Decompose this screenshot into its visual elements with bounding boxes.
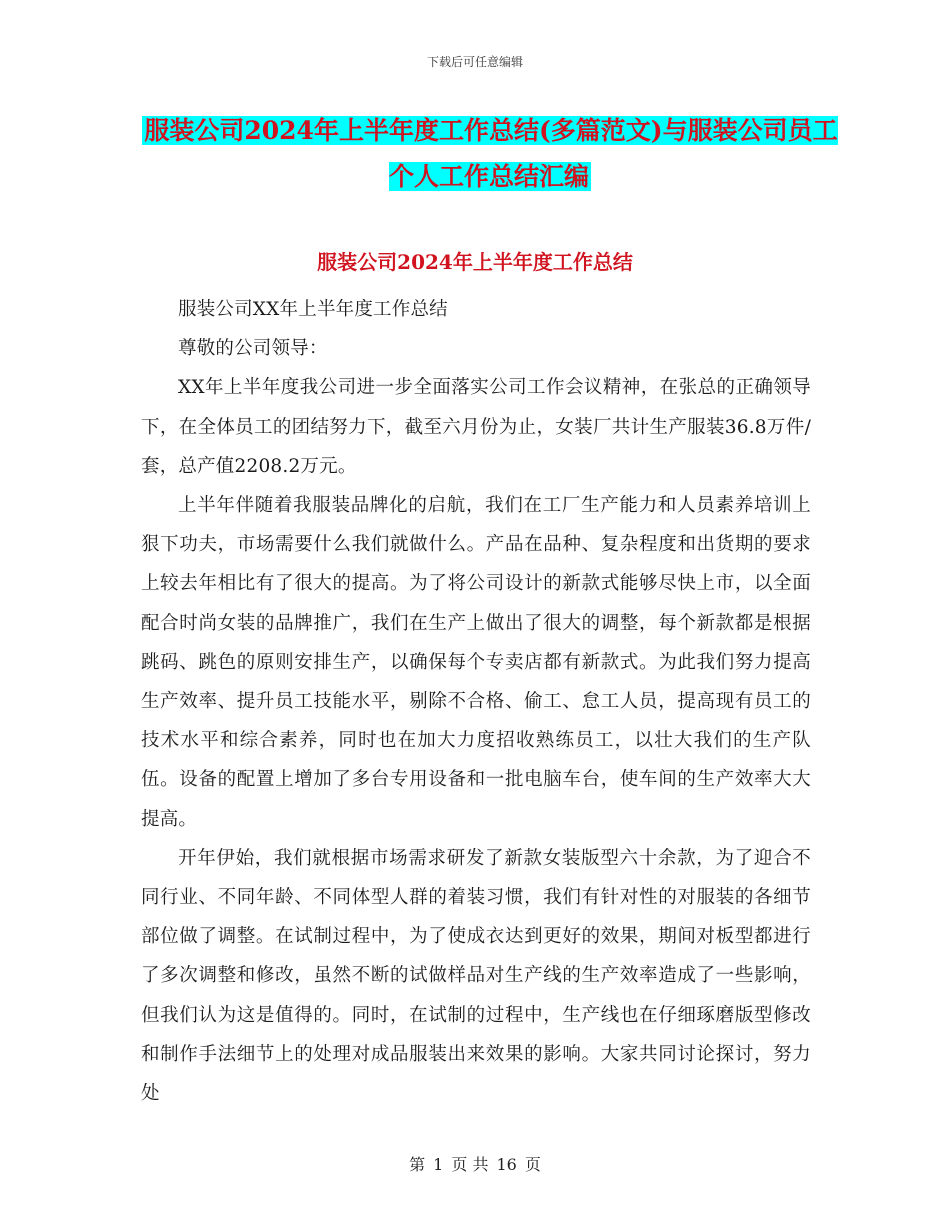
page-label-prefix: 第	[409, 1155, 426, 1174]
header-note: 下载后可任意编辑	[426, 55, 523, 69]
paragraph: 开年伊始，我们就根据市场需求研发了新款女装版型六十余款，为了迎合不同行业、不同年龄、不同体型人群的着装习惯，我们有针对性的对服装的各细节部位做了调整。在试制过程中，为了使成衣达到更好的效果，期间对板型都进行了多次调整和修改，虽然不断的试做样品对生产线的生产效率造成了一些影响，但我们认为这是值得的。同时，在试制的过程中，生产线也在仔细琢磨版型修改和制作手法细节上的处理对成品服装出来效果的影响。大家共同讨论探讨，努力处	[141, 847, 811, 1105]
page-label-suffix: 页	[524, 1155, 541, 1174]
document-title	[140, 108, 840, 200]
paragraph: 上半年伴随着我服装品牌化的启航，我们在工厂生产能力和人员素养培训上狠下功夫，市场需要什么我们就做什么。产品在品种、复杂程度和出货期的要求上较去年相比有了很大的提高。为了将公司设计的新款式能够尽快上市，以全面配合时尚女装的品牌推广，我们在生产上做出了很大的调整，每个新款都是根据跳码、跳色的原则安排生产，以确保每个专卖店都有新款式。为此我们努力提高生产效率、提升员工技能水平，剔除不合格、偷工、怠工人员，提高现有员工的技术水平和综合素养，同时也在加大力度招收熟练员工，以壮大我们的生产队伍。设备的配置上增加了多台专用设备和一批电脑车台，使车间的生产效率大大提高。	[141, 495, 811, 830]
page-label-mid: 页 共	[451, 1155, 489, 1174]
total-pages-number: 16	[496, 1155, 517, 1174]
paragraph-subtitle: 服装公司XX年上半年度工作总结	[178, 299, 448, 320]
page-footer	[0, 1152, 950, 1175]
section-title: 服装公司2024年上半年度工作总结	[317, 250, 633, 274]
paragraph-salutation: 尊敬的公司领导：	[178, 338, 328, 360]
document-title-text: 服装公司2024年上半年度工作总结(多篇范文)与服装公司员工个人工作总结汇编	[144, 116, 838, 191]
document-body	[141, 290, 811, 1113]
current-page-number: 1	[433, 1155, 444, 1174]
paragraph: XX年上半年度我公司进一步全面落实公司工作会议精神，在张总的正确领导下，在全体员工的团结努力下，截至六月份为止，女装厂共计生产服装36.8万件/套，总产值2208.2万元。	[141, 377, 811, 477]
